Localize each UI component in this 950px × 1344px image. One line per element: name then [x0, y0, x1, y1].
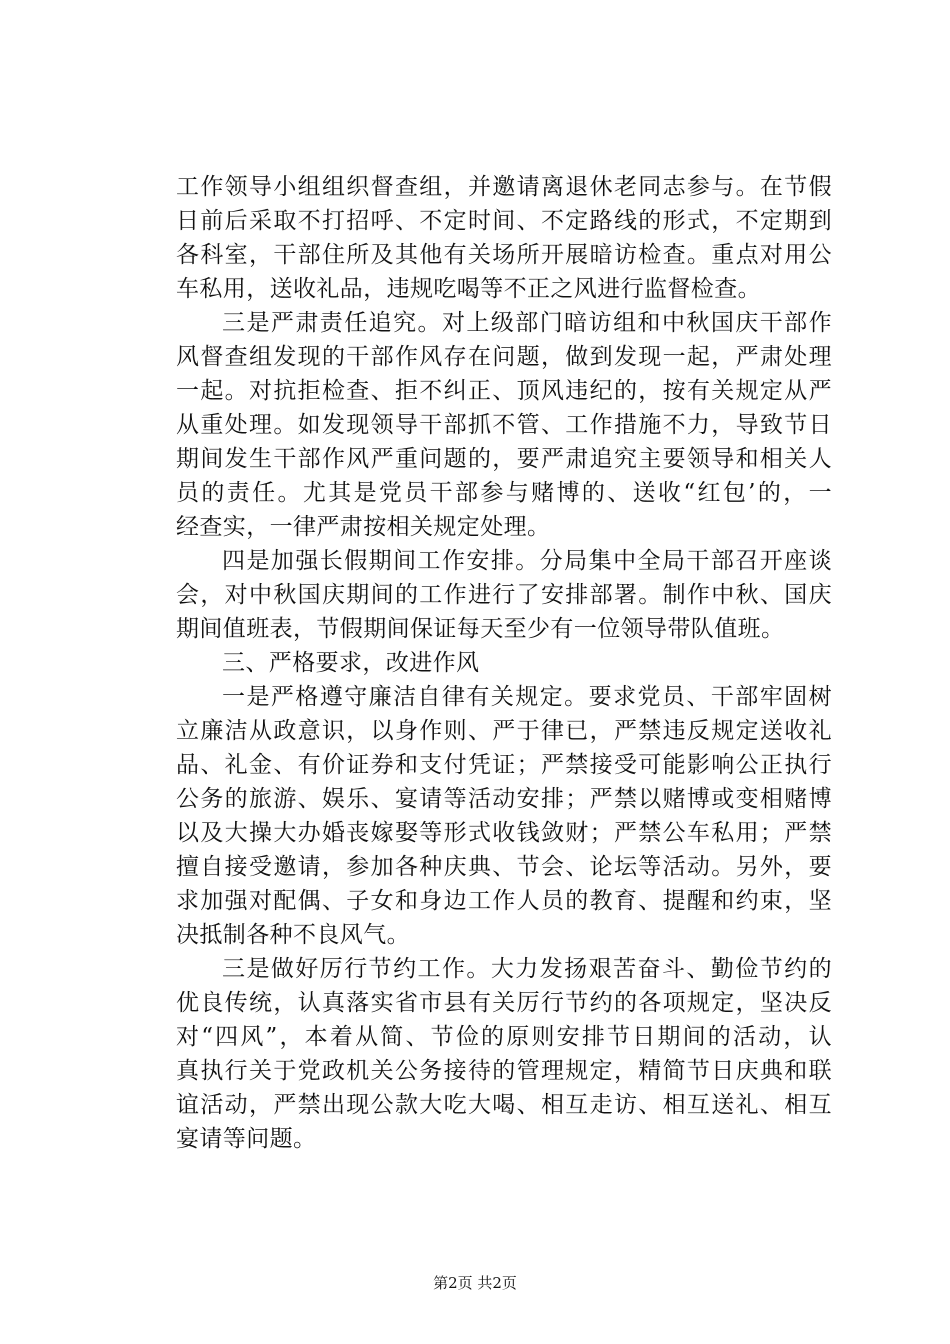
paragraph-first-line: 三、严格要求，改进作风 — [222, 650, 480, 676]
page-footer: 第2页 共2页 — [433, 1274, 517, 1292]
text-line: 风督查组发现的干部作风存在问题，做到发现一起，严肃处理 — [176, 344, 832, 370]
text-line: 擅自接受邀请，参加各种庆典、节会、论坛等活动。另外，要 — [176, 854, 832, 880]
text-line: 优良传统，认真落实省市县有关厉行节约的各项规定，坚决反 — [176, 990, 832, 1016]
text-line: 车私用，送收礼品，违规吃喝等不正之风进行监督检查。 — [176, 276, 761, 302]
paragraph-first-line: 三是做好厉行节约工作。大力发扬艰苦奋斗、勤俭节约的 — [222, 956, 832, 982]
text-line: 经查实，一律严肃按相关规定处理。 — [176, 514, 551, 540]
text-line: 真执行关于党政机关公务接待的管理规定，精简节日庆典和联 — [176, 1058, 832, 1084]
text-line: 期间发生干部作风严重问题的，要严肃追究主要领导和相关人 — [176, 446, 832, 472]
paragraph-first-line: 一是严格遵守廉洁自律有关规定。要求党员、干部牢固树 — [222, 684, 832, 710]
text-line: 工作领导小组组织督查组，并邀请离退休老同志参与。在节假 — [176, 174, 832, 200]
text-line: 以及大操大办婚丧嫁娶等形式收钱敛财；严禁公车私用；严禁 — [176, 820, 832, 846]
text-line: 各科室，干部住所及其他有关场所开展暗访检查。重点对用公 — [176, 242, 832, 268]
text-line: 对“四风”，本着从简、节俭的原则安排节日期间的活动，认 — [176, 1024, 832, 1050]
text-line: 求加强对配偶、子女和身边工作人员的教育、提醒和约束，坚 — [176, 888, 832, 914]
text-line: 立廉洁从政意识，以身作则、严于律已，严禁违反规定送收礼 — [176, 718, 832, 744]
text-line: 员的责任。尤其是党员干部参与赌博的、送收“红包’的，一 — [176, 480, 832, 506]
text-line: 日前后采取不打招呼、不定时间、不定路线的形式，不定期到 — [176, 208, 832, 234]
text-line: 从重处理。如发现领导干部抓不管、工作措施不力，导致节日 — [176, 412, 832, 438]
text-line: 决抵制各种不良风气。 — [176, 922, 410, 948]
paragraph-first-line: 三是严肃责任追究。对上级部门暗访组和中秋国庆干部作 — [222, 310, 832, 336]
text-line: 期间值班表，节假期间保证每天至少有一位领导带队值班。 — [176, 616, 785, 642]
document-body — [176, 170, 832, 1156]
paragraph-first-line: 四是加强长假期间工作安排。分局集中全局干部召开座谈 — [222, 548, 832, 574]
text-line: 谊活动，严禁出现公款大吃大喝、相互走访、相互送礼、相互 — [176, 1092, 832, 1118]
text-line: 会，对中秋国庆期间的工作进行了安排部署。制作中秋、国庆 — [176, 582, 832, 608]
text-line: 一起。对抗拒检查、拒不纠正、顶风违纪的，按有关规定从严 — [176, 378, 832, 404]
text-line: 公务的旅游、娱乐、宴请等活动安排；严禁以赌博或变相赌博 — [176, 786, 832, 812]
text-line: 品、礼金、有价证券和支付凭证；严禁接受可能影响公正执行 — [176, 752, 832, 778]
text-line: 宴请等问题。 — [176, 1126, 317, 1152]
